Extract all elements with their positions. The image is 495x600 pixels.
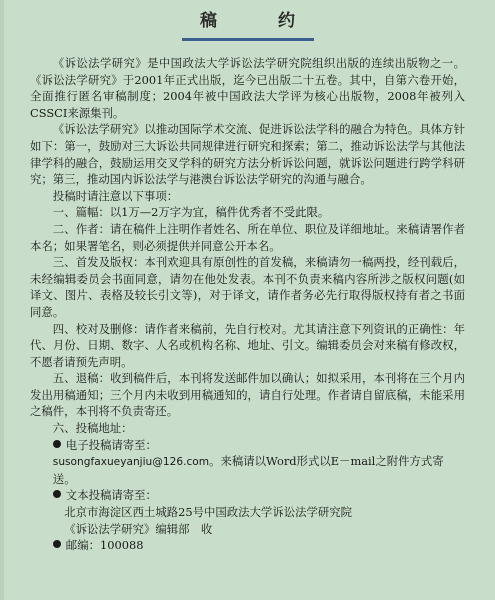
text-submission-heading <box>30 487 465 504</box>
email-heading-label: 电子投稿请寄至： <box>65 437 157 452</box>
title-underline <box>182 38 314 41</box>
page-edge-strip <box>0 0 4 600</box>
rule-author: 二、作者：请在稿件上注明作者姓名、所在单位、职位及详细地址。来稿请署作者本名；如果署笔名，则必须提供并同意公开本名。 <box>30 221 465 253</box>
submission-addresses <box>30 437 465 554</box>
bullet-icon <box>53 540 61 548</box>
bullet-icon <box>53 440 61 448</box>
postal-recipient: 《诉讼法学研究》编辑部 收 <box>64 521 213 536</box>
email-submission-heading <box>30 437 465 454</box>
rule-length: 一、篇幅：以1万—2万字为宜，稿件优秀者不受此限。 <box>52 205 330 220</box>
rule-address-heading: 六、投稿地址： <box>52 421 133 436</box>
notes-heading: 投稿时请注意以下事项： <box>52 188 179 203</box>
text-heading-label: 文本投稿请寄至： <box>65 488 157 503</box>
postal-address: 北京市海淀区西土城路25号中国政法大学诉讼法学研究院 <box>64 505 353 520</box>
postcode-line <box>30 537 465 554</box>
rule-copyright: 三、首发及版权：本刊欢迎具有原创性的首发稿，来稿请勿一稿两投，经刊载后，未经编辑委员会书面同意，请勿在他处发表。本刊不负责来稿内容所涉之版权问题(如译文、图片、表格及较长引文等)，对于译文，请作者务必先行取得版权持有者之书面同意。 <box>30 255 465 319</box>
intro-paragraph: 《诉讼法学研究》是中国政法大学诉讼法学研究院组织出版的连续出版物之一。《诉讼法学研究》于2001年正式出版，迄今已出版二十五卷。其中，自第六卷开始，全面推行匿名审稿制度；2004年被中国政法大学评为核心出版物，2008年被列入CSSCI来源集刊。 <box>30 56 465 120</box>
postcode-label: 邮编：100088 <box>65 538 144 553</box>
notice-body <box>30 55 465 554</box>
page-title: 稿 约 <box>200 11 317 31</box>
email-submission-line <box>30 453 465 487</box>
rule-return: 五、退稿：收到稿件后，本刊将发送邮件加以确认；如拟采用，本刊将在三个月内发出用稿通知；三个月内未收到用稿通知的，请自行处理。作者请自留底稿，未能采用之稿件，本刊将不负责寄还。 <box>30 371 465 419</box>
bullet-icon <box>53 490 61 498</box>
policy-paragraph: 《诉讼法学研究》以推动国际学术交流、促进诉讼法学科的融合为特色。具体方针如下：第一，鼓励对三大诉讼共同规律进行研究和探索；第二，推动诉讼法学与其他法律学科的融合，鼓励运用交叉学科的研究方法分析诉讼问题，就诉讼问题进行跨学科研究；第三，推动国内诉讼法学与港澳台诉讼法学研究的沟通与融合。 <box>30 122 465 187</box>
rule-proofreading: 四、校对及删修：请作者来稿前，先自行校对。尤其请注意下列资讯的正确性：年代、月份、日期、数字、人名或机构名称、地址、引文。编辑委员会对来稿有修改权，不愿者请预先声明。 <box>30 321 465 369</box>
email-note: 。来稿请以Word形式以E－mail之附件方式寄送。 <box>52 454 444 486</box>
email-link[interactable]: susongfaxueyanjiu@126.com <box>52 456 210 469</box>
